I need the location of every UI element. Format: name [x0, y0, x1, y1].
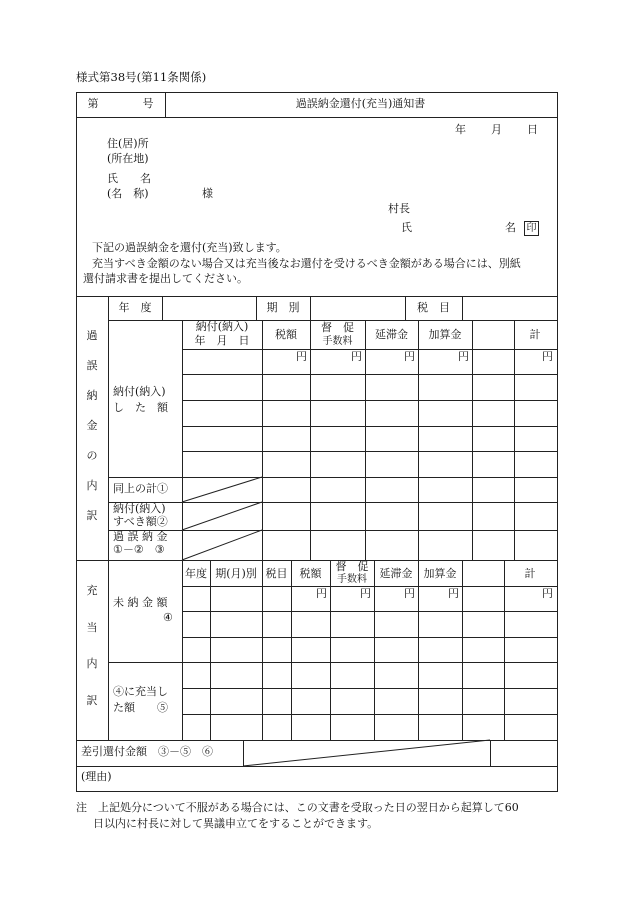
alloc-col-year: 年度	[185, 567, 207, 580]
unit-add: 円	[458, 350, 469, 363]
statement-line-2: 充当すべき金額のない場合又は充当後なお還付を受けるべき金額がある場合には、別紙	[92, 257, 521, 270]
statement-line-1: 下記の過誤納金を還付(充当)致します。	[92, 241, 287, 254]
paid-amount-label-1: 納付(納入)	[113, 385, 166, 398]
col-tax-amount: 税額	[275, 328, 297, 341]
due-amount-label-1: 納付(納入)	[113, 502, 166, 515]
col-dunning-fee-2: 手数料	[322, 336, 353, 347]
alloc-col-period: 期(月)別	[215, 567, 257, 580]
year-label: 年 度	[118, 301, 152, 314]
paid-amount-label-2: し た 額	[113, 401, 168, 414]
unit-fee: 円	[351, 350, 362, 363]
alloc-col-add: 加算金	[423, 567, 457, 580]
col-payment-date-1: 納付(納入)	[195, 320, 249, 333]
tax-item-label: 税 目	[417, 301, 450, 314]
applied-label-2: た額 ⑤	[113, 701, 168, 714]
col-payment-date-2: 年 月 日	[194, 334, 250, 347]
issuer-name-label: 氏	[401, 221, 412, 234]
date-label: 年 月 日	[455, 123, 539, 136]
number-label: 第 号	[87, 97, 154, 110]
col-total: 計	[529, 328, 541, 341]
alloc-col-fee-1: 督 促	[335, 560, 369, 573]
location-label: (所在地)	[107, 152, 149, 165]
document-title: 過誤納金還付(充当)通知書	[295, 97, 426, 110]
seal-stamp-icon: 印	[524, 221, 539, 236]
col-late-fee: 延滞金	[375, 328, 408, 341]
issuer-name-label-2: 名	[505, 221, 516, 234]
alloc-col-tax-item: 税目	[265, 567, 288, 580]
alloc-col-late: 延滞金	[379, 567, 413, 580]
unpaid-label-1: 未 納 金 額	[113, 596, 168, 609]
col-additional-tax: 加算金	[428, 328, 462, 341]
overpaid-label-2: ①－② ③	[113, 543, 165, 556]
overpayment-section-label: 過 誤 納 金 の 内 訳	[86, 329, 98, 522]
issuer-title: 村長	[388, 202, 410, 215]
reason-label: (理由)	[81, 770, 112, 783]
unit-total: 円	[542, 350, 553, 363]
alloc-col-fee-2: 手数料	[337, 574, 367, 585]
subtotal-label: 同上の計①	[113, 482, 168, 495]
alloc-unit-fee: 円	[360, 587, 371, 600]
honorific: 様	[202, 187, 213, 200]
entity-name-label: (名 称)	[107, 187, 149, 200]
unit-tax: 円	[296, 350, 307, 363]
allocation-section-label: 充 当 内 訳	[86, 584, 98, 707]
refund-amount-label: 差引還付金額 ③－⑤ ⑥	[81, 745, 213, 758]
address-label: 住(居)所	[107, 137, 149, 150]
unit-late: 円	[404, 350, 415, 363]
form-label: 様式第38号(第11条関係)	[76, 70, 207, 84]
due-amount-label-2: すべき額②	[113, 515, 168, 528]
alloc-col-tax-amount: 税額	[299, 567, 322, 580]
alloc-unit-tax: 円	[316, 587, 327, 600]
alloc-unit-late: 円	[404, 587, 415, 600]
note-line-2: 日以内に村長に対して異議申立てをすることができます。	[93, 817, 379, 830]
overpaid-label-1: 過 誤 納 金	[113, 530, 168, 543]
statement-line-3: 還付請求書を提出してください。	[83, 272, 248, 285]
alloc-unit-total: 円	[542, 587, 553, 600]
note-line-1: 注 上記処分について不服がある場合には、この文書を受取った日の翌日から起算して60	[76, 801, 519, 814]
alloc-col-total: 計	[524, 567, 536, 580]
alloc-unit-add: 円	[448, 587, 459, 600]
unpaid-label-2: ④	[163, 611, 173, 624]
period-label: 期 別	[266, 301, 300, 314]
col-dunning-fee-1: 督 促	[321, 321, 354, 334]
name-label: 氏 名	[107, 172, 151, 185]
applied-label-1: ④に充当し	[113, 685, 168, 698]
